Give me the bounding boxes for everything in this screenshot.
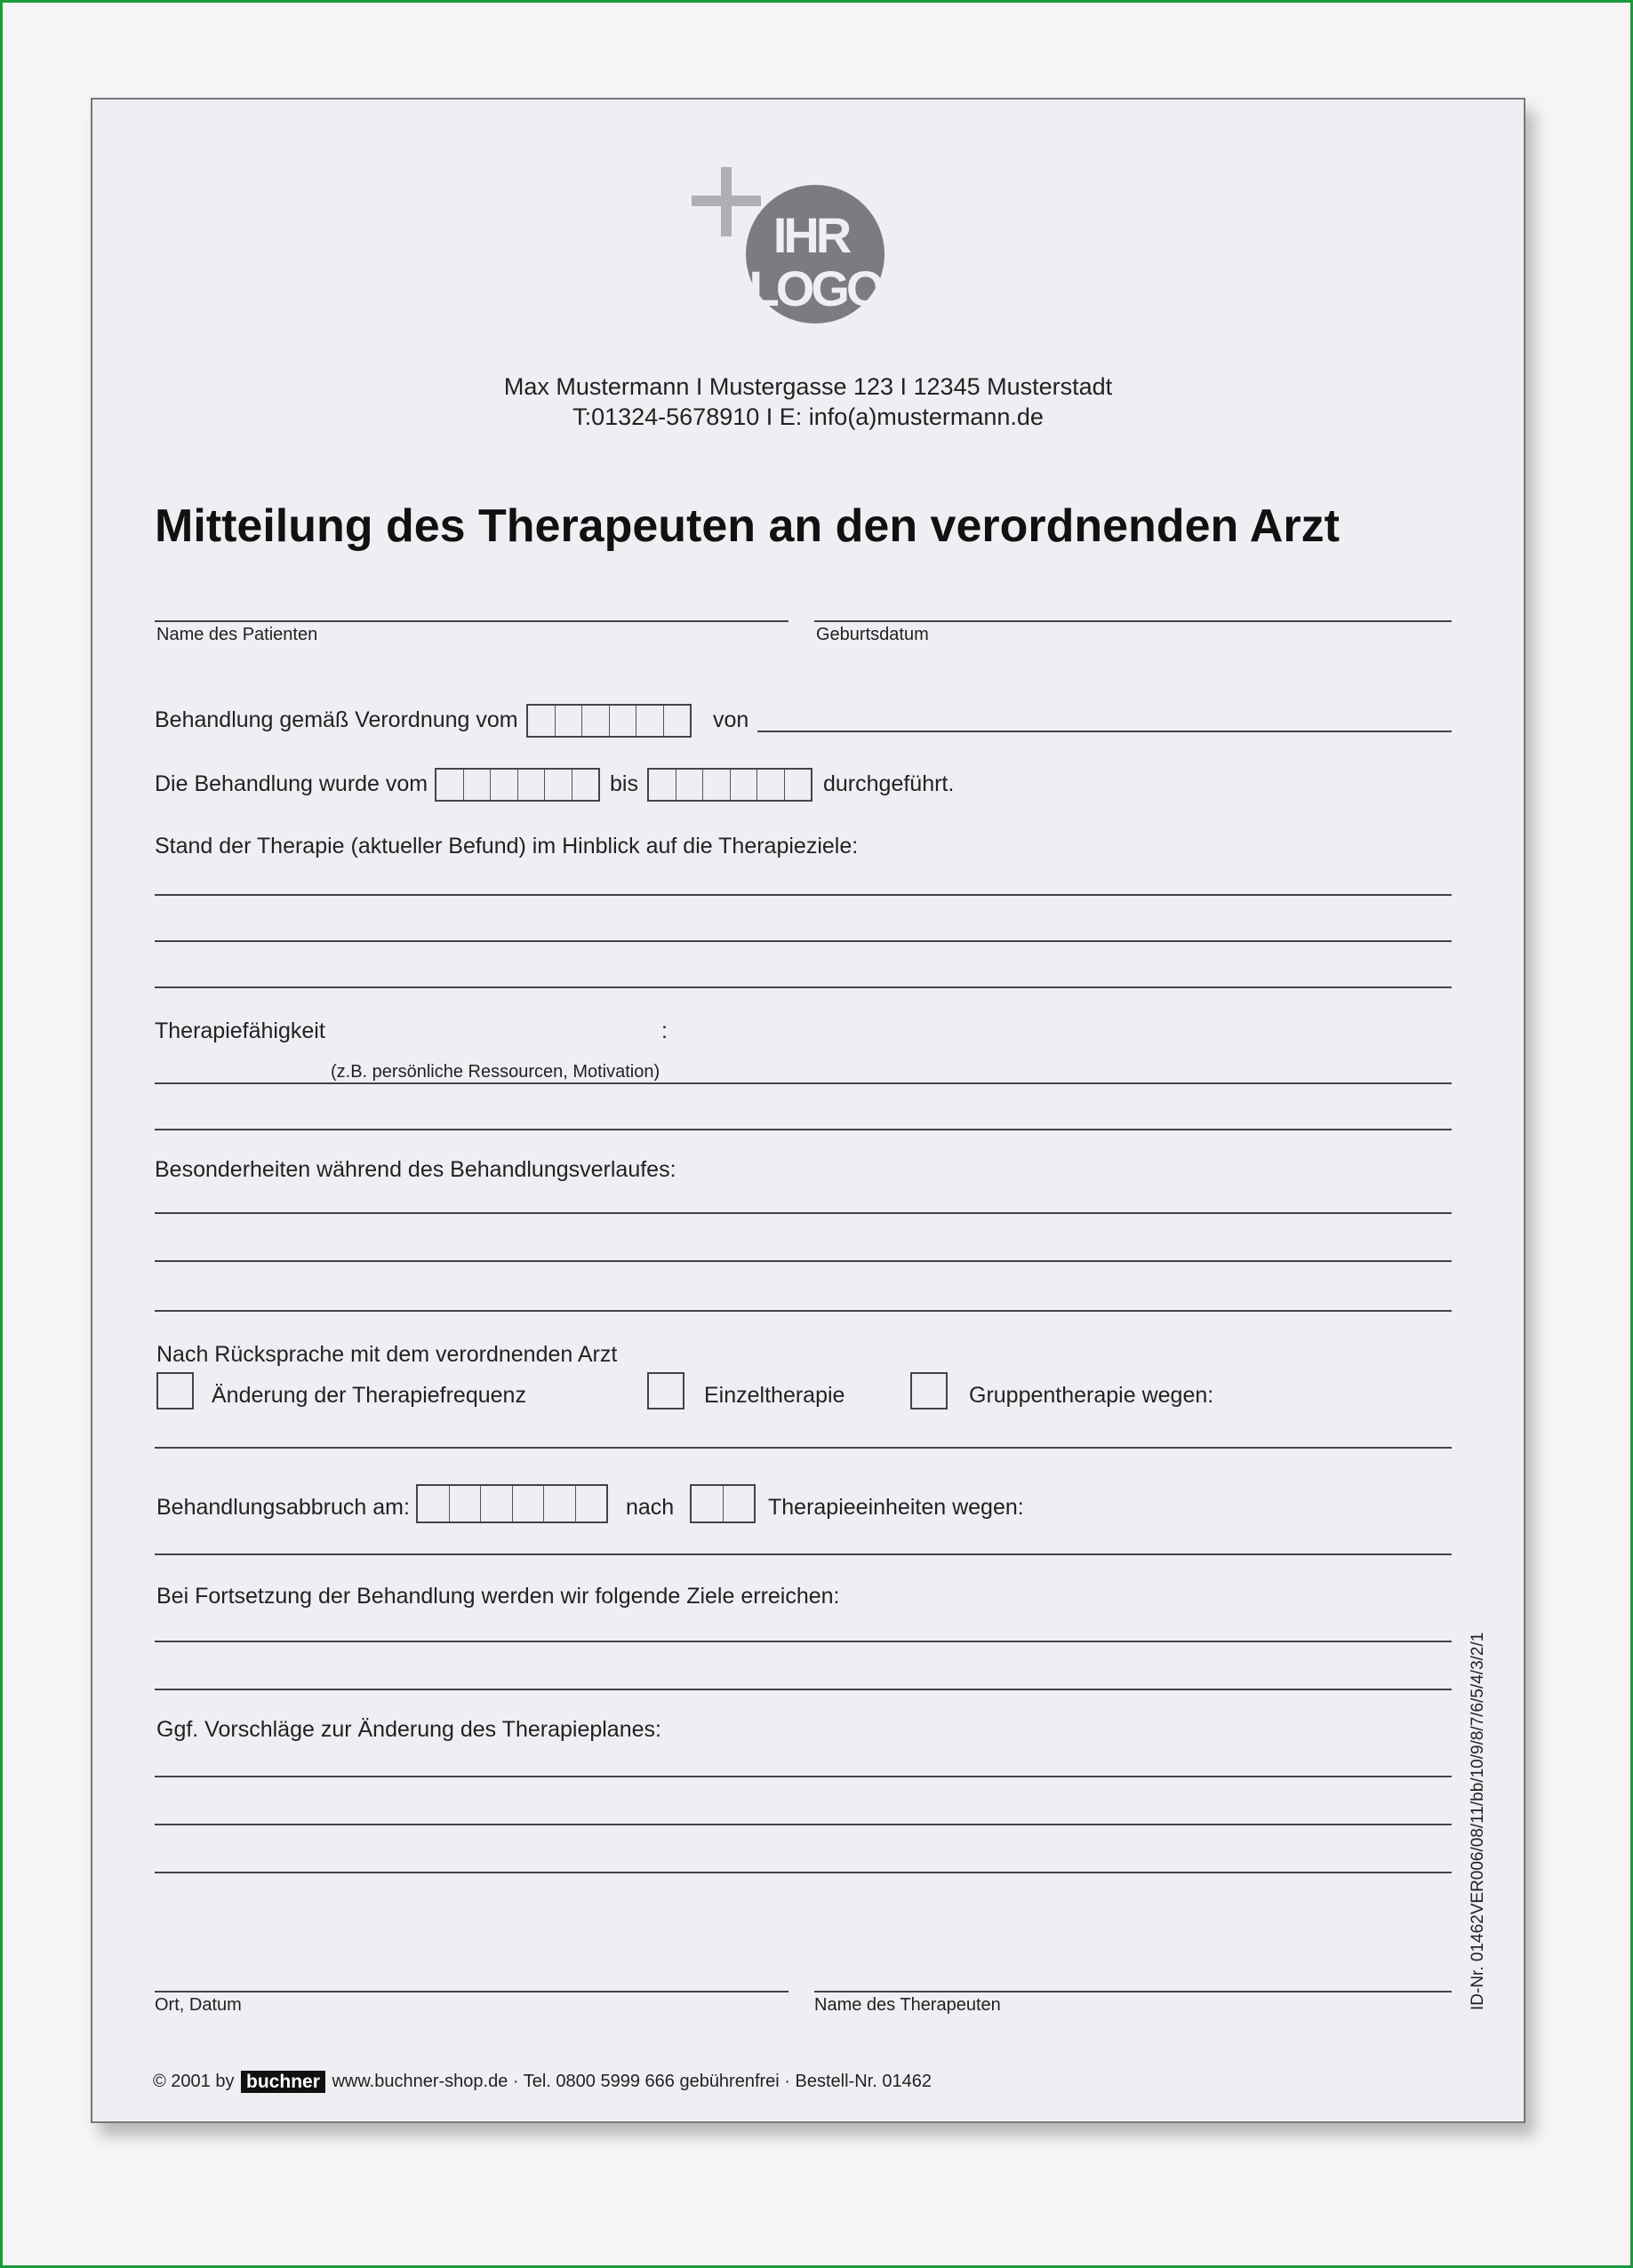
abort-after-label: nach xyxy=(626,1495,675,1520)
status-line-1[interactable] xyxy=(155,894,1452,896)
side-id-number: ID-Nr. 01462VER006/08/11/bb/10/9/8/7/6/5/4/3/2/1 xyxy=(1469,1632,1487,2010)
birth-date-label: Geburtsdatum xyxy=(816,625,929,644)
single-therapy-checkbox[interactable] xyxy=(647,1372,684,1410)
place-date-line[interactable] xyxy=(155,1991,788,1992)
abort-date-boxes[interactable] xyxy=(416,1484,608,1523)
footer-copyright: © 2001 by xyxy=(153,2071,235,2091)
abort-suffix-label: Therapieeinheiten wegen: xyxy=(768,1495,1024,1520)
sender-address: Max Mustermann I Mustergasse 123 I 12345 Musterstadt xyxy=(503,373,1113,400)
place-date-label: Ort, Datum xyxy=(155,1995,242,2015)
prescription-label: Behandlung gemäß Verordnung vom xyxy=(155,707,518,732)
special-line-1[interactable] xyxy=(155,1212,1452,1214)
period-end-boxes[interactable] xyxy=(647,768,812,802)
suggestions-line-1[interactable] xyxy=(155,1776,1452,1777)
footer xyxy=(153,2071,932,2093)
patient-name-label: Name des Patienten xyxy=(156,625,318,644)
sender-contact: T:01324-5678910 I E: info(a)mustermann.de xyxy=(572,403,1044,430)
prescriber-line[interactable] xyxy=(757,731,1452,732)
status-line-3[interactable] xyxy=(155,986,1452,988)
status-label: Stand der Therapie (aktueller Befund) im Hinblick auf die Therapieziele: xyxy=(155,834,859,858)
period-to-label: bis xyxy=(610,771,638,796)
special-label: Besonderheiten während des Behandlungsverlaufes: xyxy=(155,1157,676,1182)
status-line-2[interactable] xyxy=(155,940,1452,942)
period-suffix-label: durchgeführt. xyxy=(823,771,955,796)
frequency-checkbox[interactable] xyxy=(156,1372,194,1410)
abort-reason-line[interactable] xyxy=(155,1553,1452,1555)
prescription-date-boxes[interactable] xyxy=(526,704,692,738)
continuation-line-2[interactable] xyxy=(155,1689,1452,1690)
birth-date-line[interactable] xyxy=(814,620,1452,622)
patient-name-line[interactable] xyxy=(155,620,788,622)
capability-line-2[interactable] xyxy=(155,1129,1452,1130)
abort-label: Behandlungsabbruch am: xyxy=(156,1495,410,1520)
period-start-boxes[interactable] xyxy=(435,768,600,802)
suggestions-line-2[interactable] xyxy=(155,1824,1452,1825)
consult-reason-line[interactable] xyxy=(155,1447,1452,1449)
capability-hint: (z.B. persönliche Ressourcen, Motivation) xyxy=(331,1062,660,1082)
page-title: Mitteilung des Therapeuten an den verordnenden Arzt xyxy=(155,500,1340,552)
continuation-label: Bei Fortsetzung der Behandlung werden wir folgende Ziele erreichen: xyxy=(156,1584,840,1609)
logo xyxy=(686,155,891,332)
logo-text-line2: LOGO xyxy=(748,260,882,316)
frequency-label: Änderung der Therapiefrequenz xyxy=(212,1383,526,1408)
abort-units-boxes[interactable] xyxy=(690,1484,756,1523)
logo-text-line1: IHR xyxy=(772,207,849,263)
consult-label: Nach Rücksprache mit dem verordnenden Arzt xyxy=(156,1342,618,1367)
suggestions-label: Ggf. Vorschläge zur Änderung des Therapieplanes: xyxy=(156,1717,661,1742)
group-therapy-label: Gruppentherapie wegen: xyxy=(969,1383,1214,1408)
therapist-name-line[interactable] xyxy=(814,1991,1452,1992)
suggestions-line-3[interactable] xyxy=(155,1872,1452,1873)
capability-colon: : xyxy=(661,1018,668,1043)
footer-info: www.buchner-shop.de · Tel. 0800 5999 666 gebührenfrei · Bestell-Nr. 01462 xyxy=(332,2071,932,2091)
form-sheet xyxy=(91,98,1525,2123)
capability-line-1[interactable] xyxy=(155,1082,1452,1084)
capability-label: Therapiefähigkeit xyxy=(155,1018,325,1043)
prescription-from-label: von xyxy=(713,707,749,732)
special-line-3[interactable] xyxy=(155,1310,1452,1312)
period-label: Die Behandlung wurde vom xyxy=(155,771,428,796)
therapist-name-label: Name des Therapeuten xyxy=(814,1995,1001,2015)
footer-brand: buchner xyxy=(241,2071,325,2093)
continuation-line-1[interactable] xyxy=(155,1641,1452,1642)
single-therapy-label: Einzeltherapie xyxy=(704,1383,845,1408)
group-therapy-checkbox[interactable] xyxy=(910,1372,948,1410)
special-line-2[interactable] xyxy=(155,1260,1452,1262)
